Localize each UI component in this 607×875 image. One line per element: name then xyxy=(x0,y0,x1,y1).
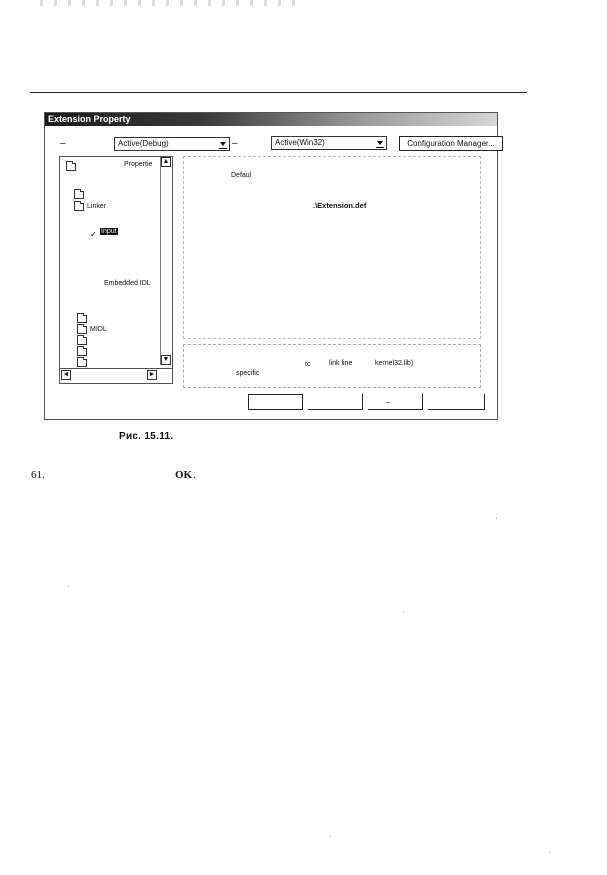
sentence-period: . xyxy=(193,469,196,481)
ok-reference: OK xyxy=(175,469,193,481)
folder-icon xyxy=(77,359,87,367)
tree-item-input[interactable]: Input xyxy=(101,228,117,235)
platform-combo[interactable] xyxy=(271,136,387,150)
scan-speck xyxy=(496,518,497,519)
checkmark-icon: ✓ xyxy=(90,230,97,239)
property-grid xyxy=(183,156,481,339)
underscore-mark: _ xyxy=(386,394,391,403)
step-number: 61. xyxy=(31,469,45,481)
header-scan-marks xyxy=(40,0,300,6)
cancel-button[interactable] xyxy=(308,394,363,410)
folder-open-icon xyxy=(66,163,76,171)
dash-separator: – xyxy=(232,138,238,149)
figure-caption: Рис. 15.11. xyxy=(119,431,174,442)
tree-item-embedded-idl[interactable]: Embedded IDL xyxy=(104,280,151,287)
configuration-manager-button[interactable] xyxy=(399,136,503,151)
folder-open-icon xyxy=(74,203,84,211)
extension-property-dialog xyxy=(44,112,498,420)
configuration-manager-label: Configuration Manager... xyxy=(407,139,495,148)
module-definition-file-value[interactable]: .\Extension.def xyxy=(313,201,367,210)
scan-speck xyxy=(403,611,404,612)
scan-speck xyxy=(68,586,69,587)
description-specific: specific xyxy=(236,370,260,377)
scroll-right-icon[interactable]: ► xyxy=(148,371,156,378)
folder-icon xyxy=(77,348,87,356)
scroll-down-icon[interactable]: ▼ xyxy=(162,356,170,363)
ok-button[interactable] xyxy=(248,394,303,410)
configuration-combo[interactable] xyxy=(114,137,230,151)
folder-icon xyxy=(74,191,84,199)
property-tree[interactable] xyxy=(59,156,173,384)
page-rule xyxy=(30,92,527,93)
apply-button[interactable] xyxy=(368,394,423,410)
description-link-line: link line xyxy=(329,360,353,367)
tree-vertical-scrollbar[interactable] xyxy=(160,157,172,365)
scroll-up-icon[interactable]: ▲ xyxy=(162,158,170,165)
folder-icon xyxy=(77,315,87,323)
tree-header-label: Propertie xyxy=(124,161,153,168)
property-description xyxy=(183,344,481,388)
scan-speck xyxy=(330,836,331,837)
help-button[interactable] xyxy=(428,394,485,410)
chevron-down-icon[interactable] xyxy=(218,139,228,149)
platform-combo-value: Active(Win32) xyxy=(275,138,325,147)
tree-horizontal-scrollbar[interactable] xyxy=(60,368,172,383)
folder-icon xyxy=(77,326,87,334)
configuration-combo-value: Active(Debug) xyxy=(118,139,169,148)
dialog-title: Extension Property xyxy=(45,113,497,126)
description-kernel-lib: kernel32.lib) xyxy=(375,360,414,367)
folder-icon xyxy=(77,337,87,345)
dash-separator: – xyxy=(60,138,66,149)
default-label: Defaul xyxy=(231,172,252,179)
tree-item-midl[interactable]: MIDL xyxy=(90,326,107,333)
scroll-left-icon[interactable]: ◄ xyxy=(62,371,70,378)
scan-speck xyxy=(549,852,550,853)
tree-item-linker[interactable]: Linker xyxy=(87,203,107,210)
description-tc: tc xyxy=(305,361,311,368)
chevron-down-icon[interactable] xyxy=(375,138,385,148)
